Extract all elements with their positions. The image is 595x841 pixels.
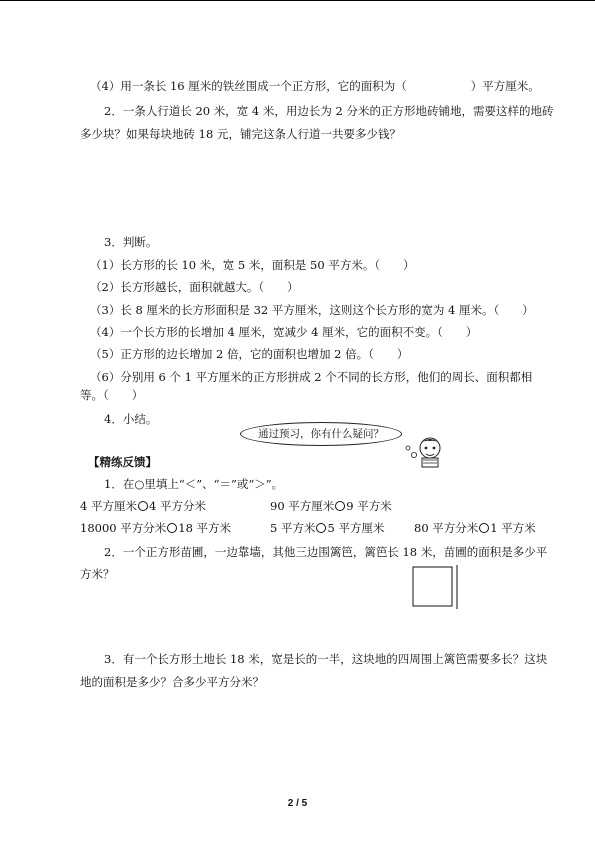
practice-2-line-1: 2．一个正方形苗圃，一边靠墙，其他三边围篱笆，篱笆长 18 米，苗圃的面积是多少平 bbox=[104, 545, 548, 559]
compare-r1-c1: 4 平方厘米 4 平方分米 bbox=[80, 499, 206, 513]
compare-circle bbox=[138, 501, 148, 511]
practice-3-line-2: 地的面积是多少？合多少平方分米？ bbox=[80, 675, 264, 689]
compare-r2-c3: 80 平方分米 1 平方米 bbox=[414, 521, 536, 535]
question-2-line-2: 多少块？如果每块地砖 18 元，铺完这条人行道一共要多少钱？ bbox=[80, 127, 401, 141]
judge-item-1: （1）长方形的长 10 米，宽 5 米，面积是 50 平方米。（ ） bbox=[90, 258, 415, 272]
practice-3-line-1: 3．有一个长方形土地长 18 米，宽是长的一半，这块地的四周围上篱笆需要多长？这块 bbox=[104, 652, 548, 666]
compare-r2-c1: 18000 平方分米 18 平方米 bbox=[80, 521, 232, 535]
compare-circle bbox=[335, 501, 345, 511]
question-2-line-1: 2．一条人行道长 20 米，宽 4 米，用边长为 2 分米的正方形地砖铺地，需要这样的地砖 bbox=[104, 104, 554, 118]
compare-r1-c2: 90 平方厘米 9 平方米 bbox=[270, 499, 392, 513]
question-1-4-unit: ）平方厘米。 bbox=[470, 79, 540, 93]
compare-circle bbox=[316, 523, 326, 533]
section-title-practice: 【精练反馈】 bbox=[88, 455, 157, 469]
page-top-border bbox=[0, 0, 595, 1]
judge-item-4: （4）一个长方形的长增加 4 厘米，宽减少 4 厘米，它的面积不变。（ ） bbox=[90, 325, 478, 339]
question-1-4 bbox=[90, 79, 540, 93]
thought-bubble bbox=[240, 422, 402, 446]
question-1-4-text: （4）用一条长 16 厘米的铁丝围成一个正方形，它的面积为（ bbox=[90, 79, 407, 93]
judge-item-6-line-2: 等。（ ） bbox=[80, 388, 144, 402]
compare-circle bbox=[167, 523, 177, 533]
question-3-heading: 3．判断。 bbox=[104, 235, 158, 249]
compare-r2-c2: 5 平方米 5 平方厘米 bbox=[270, 521, 385, 535]
practice-2-line-2: 方米？ bbox=[80, 567, 115, 581]
judge-item-2: （2）长方形越长，面积就越大。（ ） bbox=[90, 280, 299, 294]
judge-item-6-line-1: （6）分别用 6 个 1 平方厘米的正方形拼成 2 个不同的长方形，他们的周长、面积都相 bbox=[90, 370, 533, 384]
judge-item-3: （3）长 8 厘米的长方形面积是 32 平方厘米，这则这个长方形的宽为 4 厘米。（ ） bbox=[90, 303, 534, 317]
thought-bubble-text: 通过预习，你有什么疑问？ bbox=[258, 428, 384, 440]
question-4-summary: 4．小结。 bbox=[104, 412, 158, 426]
judge-item-5: （5）正方形的边长增加 2 倍，它的面积也增加 2 倍。（ ） bbox=[90, 347, 409, 361]
square-garden-figure bbox=[412, 565, 462, 609]
page-number: 2 / 5 bbox=[287, 798, 308, 809]
practice-1-heading: 1．在○里填上“＜”、“＝”或“＞”。 bbox=[104, 477, 284, 491]
thinking-child-illustration bbox=[392, 426, 450, 470]
compare-circle bbox=[479, 523, 489, 533]
